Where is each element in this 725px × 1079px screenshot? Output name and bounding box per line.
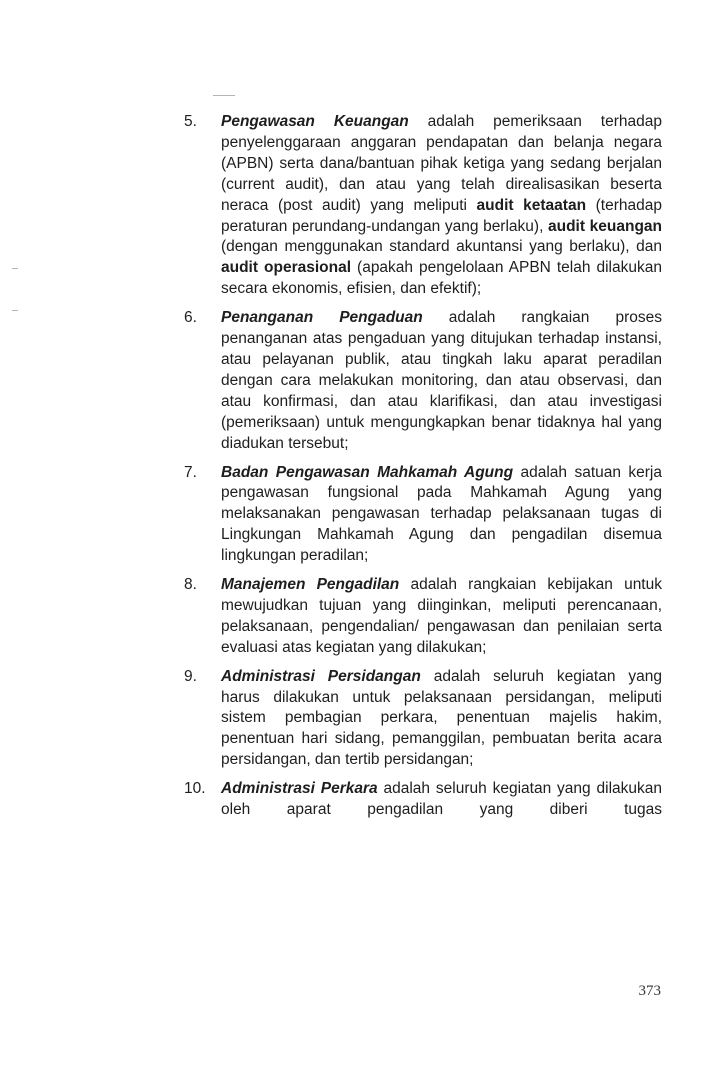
page-number: 373 (638, 983, 661, 999)
item-body (221, 779, 662, 821)
item-text: (terhadap peraturan perundang-undangan yang berlaku), (221, 196, 662, 235)
item-body (221, 463, 662, 568)
item-bold-phrase: audit operasional (221, 259, 352, 277)
item-text: adalah pemeriksaan terhadap penyelenggaraan anggaran pendapatan dan belanja negara (APBN) serta dana/bantuan pihak ketiga yang sedang berjalan (current audit), dan atau yang telah direalisasikan beserta neraca (post audit) yang meliputi (221, 113, 662, 214)
item-bold-phrase: audit ketaatan (476, 196, 587, 214)
item-body (221, 575, 662, 659)
item-text: (apakah pengelolaan APBN telah dilakukan secara ekonomis, efisien, dan efektif); (221, 259, 662, 298)
list-item (184, 308, 662, 454)
item-term: Pengawasan Keuangan (221, 113, 409, 130)
item-number: 9. (184, 667, 197, 685)
item-term: Manajemen Pengadilan (221, 576, 400, 594)
item-number: 8. (184, 576, 197, 594)
scan-speck (12, 310, 18, 311)
item-term: Badan Pengawasan Mahkamah Agung (221, 463, 514, 481)
item-term: Penanganan Pengaduan (221, 309, 423, 327)
list-item (184, 779, 662, 821)
item-bold-phrase: audit keuangan (548, 217, 662, 235)
item-term: Administrasi Persidangan (221, 667, 421, 685)
item-number: 5. (184, 113, 197, 130)
item-body (221, 667, 662, 772)
item-term: Administrasi Perkara (221, 780, 378, 798)
item-text: adalah satuan kerja pengawasan fungsional pada Mahkamah Agung yang melaksanakan pengawasan terhadap pelaksanaan tugas di Lingkungan Mahkamah Agung dan pengadilan disemua lingkungan peradilan; (221, 463, 662, 565)
list-item (184, 667, 662, 772)
list-item (184, 575, 662, 659)
item-number: 7. (184, 463, 197, 481)
item-text: (dengan menggunakan standard akuntansi yang berlaku), dan (221, 238, 662, 256)
item-text: adalah rangkaian kebijakan untuk mewujudkan tujuan yang diinginkan, meliputi perencanaan, pelaksanaan, pengendalian/ pengawasan dan penilaian serta evaluasi atas kegiatan yang dilakukan; (221, 576, 662, 656)
list-item (184, 463, 662, 568)
item-number: 10. (184, 780, 206, 798)
item-body (221, 308, 662, 454)
item-body (221, 112, 662, 300)
definition-list (184, 112, 662, 829)
scan-speck (12, 268, 18, 269)
item-text: adalah seluruh kegiatan yang dilakukan oleh aparat pengadilan yang diberi tugas (221, 780, 663, 819)
list-item (184, 112, 662, 300)
item-number: 6. (184, 309, 197, 327)
item-text: adalah rangkaian proses penanganan atas pengaduan yang ditujukan terhadap instansi, atau pelayanan publik, atau tingkah laku aparat peradilan dengan cara melakukan monitoring, dan atau observasi, dan atau konfirmasi, dan atau klarifikasi, dan atau investigasi (pemeriksaan) untuk mengungkapkan benar tidaknya hal yang diadukan tersebut; (221, 309, 662, 452)
scan-speck (213, 95, 235, 96)
item-text: adalah seluruh kegiatan yang harus dilakukan untuk pelaksanaan persidangan, meliputi sistem pembagian perkara, penentuan majelis hakim, penentuan hari sidang, pemanggilan, pembuatan berita acara persidangan, dan tertib persidangan; (221, 667, 662, 769)
